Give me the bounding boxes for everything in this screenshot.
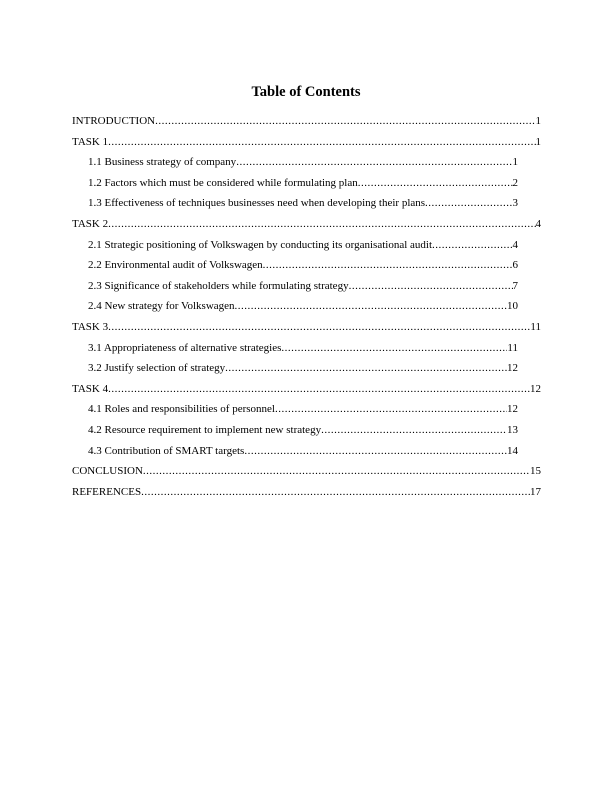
toc-entry[interactable]: [72, 381, 541, 402]
toc-dot-leader: [225, 360, 507, 376]
toc-entry-page-number: 6: [512, 259, 518, 272]
toc-entry-label: 1.1 Business strategy of company: [88, 156, 237, 169]
toc-entry-label: 3.2 Justify selection of strategy: [88, 362, 226, 375]
toc-entry-page-number: 2: [512, 176, 518, 189]
toc-dot-leader: [236, 154, 512, 170]
toc-entry-label: 1.3 Effectiveness of techniques businesses need when developing their plans: [88, 197, 426, 210]
toc-entry-label: TASK 2: [72, 217, 109, 230]
toc-entry[interactable]: [72, 463, 541, 484]
toc-entry-page-number: 4: [535, 217, 541, 230]
toc-dot-leader: [432, 237, 512, 253]
toc-entry-page-number: 11: [507, 341, 518, 354]
toc-entry[interactable]: [72, 175, 518, 196]
toc-dot-leader: [108, 319, 530, 335]
table-of-contents: [72, 113, 541, 504]
toc-dot-leader: [141, 484, 530, 500]
toc-entry-label: TASK 4: [72, 382, 109, 395]
toc-dot-leader: [143, 463, 530, 479]
toc-dot-leader: [281, 340, 507, 356]
toc-entry[interactable]: [72, 443, 518, 464]
toc-entry-label: 2.1 Strategic positioning of Volkswagen by conducting its organisational audit: [88, 238, 433, 251]
toc-entry-page-number: 12: [507, 362, 518, 375]
toc-entry[interactable]: [72, 484, 541, 505]
toc-entry[interactable]: [72, 237, 518, 258]
toc-dot-leader: [263, 257, 513, 273]
toc-entry-page-number: 14: [507, 444, 518, 457]
toc-entry-label: REFERENCES: [72, 485, 142, 498]
toc-dot-leader: [244, 443, 507, 459]
toc-entry-page-number: 13: [507, 423, 518, 436]
toc-entry-label: 2.4 New strategy for Volkswagen: [88, 300, 235, 313]
toc-entry-page-number: 3: [512, 197, 518, 210]
toc-entry-label: 2.2 Environmental audit of Volkswagen: [88, 259, 263, 272]
toc-entry[interactable]: [72, 216, 541, 237]
toc-dot-leader: [275, 401, 507, 417]
toc-entry-page-number: 12: [530, 382, 541, 395]
toc-entry[interactable]: [72, 113, 541, 134]
toc-entry[interactable]: [72, 422, 518, 443]
toc-entry-label: TASK 3: [72, 320, 109, 333]
toc-dot-leader: [108, 134, 535, 150]
toc-dot-leader: [349, 278, 513, 294]
toc-entry-label: 2.3 Significance of stakeholders while formulating strategy: [88, 279, 349, 292]
toc-entry-label: INTRODUCTION: [72, 115, 156, 127]
toc-entry[interactable]: [72, 154, 518, 175]
toc-entry-page-number: 1: [535, 115, 541, 127]
toc-entry[interactable]: [72, 360, 518, 381]
toc-entry-page-number: 1: [512, 156, 518, 169]
toc-entry[interactable]: [72, 319, 541, 340]
toc-entry-label: CONCLUSION: [72, 465, 143, 478]
toc-dot-leader: [321, 422, 507, 438]
toc-entry-label: TASK 1: [72, 135, 109, 148]
toc-entry-page-number: 4: [512, 238, 518, 251]
toc-dot-leader: [425, 195, 512, 211]
toc-entry-label: 4.3 Contribution of SMART targets: [88, 444, 245, 457]
toc-entry-label: 1.2 Factors which must be considered while formulating plan: [88, 176, 358, 189]
toc-entry[interactable]: [72, 257, 518, 278]
toc-entry-page-number: 10: [507, 300, 518, 313]
toc-title: Table of Contents: [251, 84, 361, 100]
toc-entry-page-number: 11: [530, 320, 541, 333]
toc-dot-leader: [108, 216, 535, 232]
toc-entry[interactable]: [72, 298, 518, 319]
toc-entry-page-number: 7: [512, 279, 518, 292]
toc-entry[interactable]: [72, 134, 541, 155]
toc-entry[interactable]: [72, 195, 518, 216]
toc-entry-label: 3.1 Appropriateness of alternative strategies: [88, 341, 282, 354]
toc-entry[interactable]: [72, 340, 518, 361]
toc-dot-leader: [358, 175, 513, 191]
toc-entry-page-number: 15: [530, 465, 541, 478]
toc-dot-leader: [108, 381, 530, 397]
toc-entry-page-number: 17: [530, 485, 541, 498]
toc-entry-label: 4.2 Resource requirement to implement new strategy: [88, 423, 322, 436]
toc-entry-label: 4.1 Roles and responsibilities of personnel: [88, 403, 275, 416]
toc-dot-leader: [155, 113, 535, 129]
toc-dot-leader: [235, 298, 507, 314]
toc-entry-page-number: 12: [507, 403, 518, 416]
toc-entry[interactable]: [72, 401, 518, 422]
toc-entry-page-number: 1: [535, 135, 541, 148]
toc-entry[interactable]: [72, 278, 518, 299]
